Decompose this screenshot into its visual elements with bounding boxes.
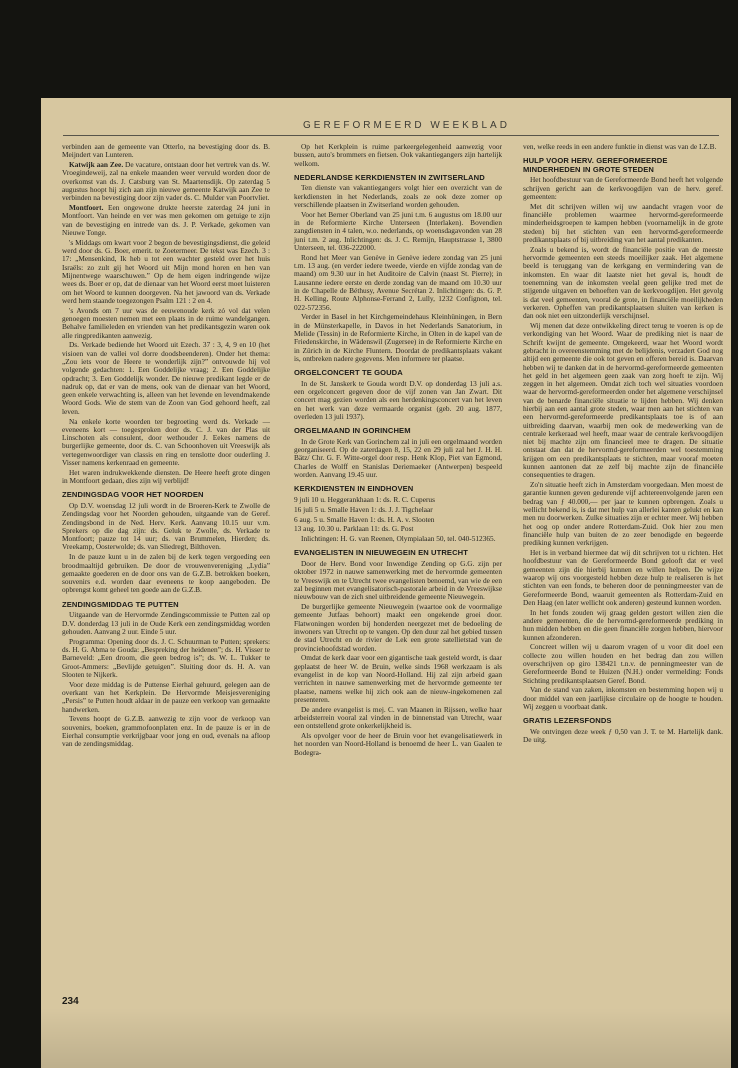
paragraph: Zoals u bekend is, wordt de financiële positie van de meeste hervormde gemeenten een steeds moeilijker zaak. Het algemene beeld is teruggang van de kerkgang en vermindering van de inkomsten. En waar dit laatste niet het geval is, houdt de toenemning van de inkomsten veelal geen gelijke tred met de stijgende uitgaven en behoeften van de kerkvoogdijen. Het gevolg is dat veel gemeenten, vooral de grote, in financiële moeilijkheden verkeren. Opheffen van predikantsplaatsen sluiten van kerken is dan ook niet een uitzonderlijk verschijnsel.: [523, 244, 723, 321]
paragraph: Zo'n situatie heeft zich in Amsterdam voorgedaan. Men moest de garantie kunnen geven gedurende vijf achtereenvolgende jaren een bedrag van ƒ 40.000,— per jaar te kunnen opbrengen. Zoals u wellicht bekend is, is dat met hulp van allerlei kanten gelukt en kan men nu doorwerken. Zulke situaties zijn er echter meer. Wij hebben het oog op onder andere Rotterdam-Zuid. Ook hier zou men financiële hulp van buiten de zo zeer benodigde en begeerde prediking kunnen verkrijgen.: [523, 480, 723, 548]
column-left: [62, 143, 270, 750]
paragraph: 's Avonds om 7 uur was de eeuwenoude kerk zó vol dat velen genoegen moesten nemen met een plaats in de ruime wandelgangen. Behalve familieleden en vrienden van het predikantsgezin waren ook alle ringpredikanten aanwezig.: [62, 305, 270, 340]
section-heading: EVANGELISTEN IN NIEUWEGEIN EN UTRECHT: [294, 548, 469, 558]
paragraph: Met dit schrijven willen wij uw aandacht vragen voor de financiële problemen waarmee hervormd-gereformeerde minderheidsgroepen te kampen hebben (voornamelijk in de grote steden) bij het stichten van een hervormd-gereformeerde predikantsplaats of bij uitbreiding van het aantal predikanten.: [523, 201, 723, 245]
paragraph: Ds. Verkade bediende het Woord uit Ezech. 37 : 3, 4, 9 en 10 (het visioen van de vallei vol dorre doodsbeenderen). Onder het thema: „Zou iets voor de Heere te wonderlijk zijn?” ontvouwde hij vol volgende gedachten: 1. Een Goddelijke vraag; 2. Een Goddelijke opdracht; 3. Een Goddelijk wonder. De nieuwe predikant legde er de nadruk op, dat er van de mens, ook van de dienaar van het Woord, geen enkele verwachting is, alleen van het levende en levendmakende Woord Gods. Wie de stem van de Zoon van God gehoord heeft, zal leven.: [62, 340, 270, 416]
paragraph: In de St. Janskerk te Gouda wordt D.V. op donderdag 13 juli a.s. een orgelconcert gegeven door de vijf zonen van Jan Zwart. Dit concert mag gezien worden als een herdenkingsconcert van het leven en het werk van deze vermaarde organist (geb. 20 aug. 1877, overleden 13 juli 1937).: [294, 378, 502, 421]
section-heading: GRATIS LEZERSFONDS: [523, 716, 612, 726]
paragraph: 16 juli 5 u. Smalle Haven 1: ds. J. J. Tigchelaar: [294, 504, 433, 514]
place-lead: Montfoort.: [69, 203, 104, 213]
paragraph: Uitgaande van de Hervormde Zendingscommissie te Putten zal op D.V. donderdag 13 juli in de Oude Kerk een zendingsmiddag worden gehouden. Aanvang 2 uur. Einde 5 uur.: [62, 610, 270, 636]
paragraph: 6 aug. 5 u. Smalle Haven 1: ds. H. A. v. Slooten: [294, 514, 435, 524]
paragraph-text: De vacature, ontstaan door het vertrek van ds. W. Vroegindeweij, zal na enkele maanden weer vervuld worden door de overkomst van ds. J. Catsburg van St. Maartensdijk. Op zaterdag 5 augustus hoopt hij zich aan zijn nieuwe gemeente Katwijk aan Zee te verbinden na bevestiging door zijn vader ds. C. Mulder van Poortvliet.: [62, 160, 270, 203]
section-heading: ORGELMAAND IN GORINCHEM: [294, 426, 411, 436]
section-heading: ZENDINGSDAG VOOR HET NOORDEN: [62, 490, 204, 500]
paragraph: Van de stand van zaken, inkomsten en bestemming hopen wij u door middel van een jaarlijkse circulaire op de hoogte te houden. Wij zeggen u voorbaat dank.: [523, 685, 723, 711]
paragraph: Op het Kerkplein is ruime parkeergelegenheid aanwezig voor bussen, auto's brommers en fietsen. Ook vakantiegangers zijn hartelijk welkom.: [294, 142, 502, 168]
paragraph: 13 aug. 10.30 u. Parklaan 11: ds. G. Post: [294, 524, 414, 534]
running-header: GEREFORMEERD WEEKBLAD: [303, 120, 510, 131]
paragraph: [62, 161, 270, 202]
paragraph: De burgerlijke gemeente Nieuwegein (waartoe ook de voormalige gemeente Jutfaas behoort) maakt een ongekende groei door. Flatwoningen worden bij honderden neergezet met de bedoeling de inwoners van Utrecht op te vangen. Op den duur zal het gebied tussen de stad Utrecht en de rivier de Lek een grote satellietstad van de provinciehoofdstad worden.: [294, 602, 502, 653]
magazine-page: [41, 98, 731, 1068]
paragraph: Voor het Berner Oberland van 25 juni t.m. 6 augustus om 18.00 uur in de Reformierte Kirche Unterseen (Interlaken). Bovendien zangdiensten in 4 talen, w.o. nederlands, op woensdagavonden van 28 juni t.m. 2 aug. Inlichtingen: ds. J. C. Remijn, Hauptstrasse 1, 3800 Unterseen, tel. 036-222000.: [294, 209, 502, 253]
paragraph: In het fonds zouden wij graag gelden gestort willen zien die andere gemeenten, die de hervormd-gereformeerde prediking in hun midden hebben en die geen financiële zorgen hebben, hiervoor kunnen afzonderen.: [523, 607, 723, 642]
paragraph: 9 juli 10 u. Heggerankhaan 1: ds. R. C. Cuperus: [294, 494, 435, 504]
page-shadow: [41, 1008, 731, 1068]
paragraph: Het is in verband hiermee dat wij dit schrijven tot u richten. Het hoofdbestuur van de Gereformeerde Bond gelooft dat er veel gemeenten zijn die hierbij kunnen en willen helpen. De wijze waarop wij ons voorgesteld hebben deze hulp te realiseren is het stichten van een fonds, te beheren door de penningmeester van de Gereformeerde Bond, waaruit gemeenten als Rotterdam-Zuid en Den Haag (en later wellicht ook anderen) gesteund kunnen worden.: [523, 548, 723, 607]
paragraph: verbinden aan de gemeente van Otterlo, na bevestiging door ds. B. Meijndert van Lunteren.: [62, 142, 270, 160]
section-heading: ZENDINGSMIDDAG TE PUTTEN: [62, 599, 179, 609]
section-heading: ORGELCONCERT TE GOUDA: [294, 368, 403, 378]
paragraph: Wij menen dat deze ontwikkeling direct terug te voeren is op de verkondiging van het Woord. Waar de prediking niet is naar de Schrift kwijnt de gemeente. Omgekeerd, waar het Woord wordt gebracht in overeenstemming met de belijdenis, verzadert God nog altijd een gemeente die ook tot geven en offeren bereid is. Daarvan hebben wij te danken dat in de hervormd-gereformeerde gemeenten het geld in het algemeen geen zaak van zorg hoeft te zijn. Wij zeggen in het algemeen. Omdat zich toch wel situaties voordoen waar de hervormd-gereformeerden onder het algemene verschijnsel van de benarde financiële situatie te lijden hebben. Wij denken hierbij aan een aantal grote steden, waar men aan het stichten van een hervormd-gereformeerde predikantsplaats toe is of aan uitbreiding daarvan, waarbij men ook de medewerking van de centrale kerkeraad wel heeft, maar waar de centrale kerkvoogdijen niet bij machte zijn om financieel mee te dragen. De situatie ontstaat dan dat de hervormd-gereformeerden wel toestemming krijgen om een predikantsplaats te stichten, maar vooraf moeten kunnen aantonen dat ze zelf bij machte zijn de financiële consequenties te dragen.: [523, 321, 723, 480]
paragraph: Als opvolger voor de heer de Bruin voor het evangelisatiewerk in het noorden van Noord-Holland is benoemd de heer L. van Gaalen te Bodegra-: [294, 730, 502, 757]
paragraph: Door de Herv. Bond voor Inwendige Zending op G.G. zijn per oktober 1972 in nauwe samenwerking met de hervormde gemeenten te Vreeswijk en te Utrecht twee evangelisten benoemd, van wie de een zal beginnen met evangelisatorisch-pastorale arbeid in de Vreeswijkse nieuwbouw van de zich snel uitbreidende gemeente Nieuwegein.: [294, 559, 502, 602]
section-heading: NEDERLANDSE KERKDIENSTEN IN ZWITSERLAND: [294, 172, 485, 182]
paragraph: 's Middags om kwart voor 2 begon de bevestigingsdienst, die geleid werd door ds. G. Boer, emerit. te Zoetermeer. De tekst was Ezech. 3 : 17: „Mensenkind, Ik heb u tot een wachter gesteld over het huis Israëls: zo zult gij het Woord uit Mijn mond horen en hen van Mijnentwege waarschuwen.” Op de hem eigen indringende wijze wees ds. Boer er op, dat de dienaar van het Woord eerst moet luisteren om het Woord te kunnen doorgeven. Na het jawoord van ds. Verkade werd hem staande toegezongen Psalm 121 : 2 en 4.: [62, 237, 270, 305]
paragraph: Omdat de kerk daar voor een gigantische taak gesteld wordt, is daar geplaatst de heer W. de Bruin, welke sinds 1968 werkzaam is als evangelist in de kop van Noord-Holland. Hij zal zijn arbeid gaan verrichten in nauwe samenwerking met de hervormde gemeente ter plaatse, namens welke hij zich ook aan de nieuw-ingekomenen zal presenteren.: [294, 653, 502, 704]
column-middle: [294, 143, 502, 758]
paragraph: Na enkele korte woorden ter begroeting werd ds. Verkade — eveneens kort — toegesproken door ds. C. J. van der Plas uit Linschoten als consulent, door wethouder J. Eekes namens de burgerlijke gemeente, door ds. C. van Schoonhoven uit Vreeswijk als vertegenwoordiger van classis en ring en tenslotte door ouderling J. Visser namens kerkenraad en gemeente.: [62, 416, 270, 467]
paragraph: Het waren indrukwekkende diensten. De Heere heeft grote dingen in Montfoort gedaan, dies zijn wij verblijd!: [62, 467, 270, 486]
paragraph: ven, welke reeds in een andere funktie in dienst was van de I.Z.B.: [523, 142, 717, 151]
paragraph: Het hoofdbestuur van de Gereformeerde Bond heeft het volgende schrijven gericht aan de kerkvoogdijen van de herv. geref. gemeenten:: [523, 175, 723, 202]
page-number: 234: [62, 996, 79, 1007]
column-right: [523, 143, 723, 746]
paragraph: Rond het Meer van Genève in Genève iedere zondag van 25 juni t.m. 13 aug. (en verder iedere tweede, vierde en vijfde zondag van de maand) om 9.30 uur in het Auditoire de Calvin (naast St. Pierre); in Lausanne iedere eerste en derde zondag van de maand om 10.30 uur in de Chapelle de Béthusy, Avenue Secrétan 2. Inlichtingen: ds. G. P. H. Kelling, Route Alphonse-Ferrand 2, Lully, 1232 Confignon, tel. 022-572356.: [294, 252, 502, 312]
section-heading: HULP VOOR HERV. GEREFORMEERDE MINDERHEDEN IN GROTE STEDEN: [523, 156, 668, 174]
paragraph-text: Een ongewone drukte heerste zaterdag 24 juni in Montfoort. Van heinde en ver was men gekomen om getuige te zijn van de bevestiging en intrede van ds. J. P. Verkade, gekomen van Nieuwe Tonge.: [62, 203, 270, 237]
paragraph: Op D.V. woensdag 12 juli wordt in de Broeren-Kerk te Zwolle de Zendingsdag voor het Noorden gehouden, uitgaande van de Geref. Zendingsbond in de Ned. Herv. Kerk. Aanvang 10.15 uur v.m. Sprekers op die dag zijn: ds. Geluk te Zwolle, ds. Verkade te Montfoort; pauze tot 14 uur; ds. van Brummelen, Hierden; ds. Vreekamp, Oosterwolde; ds. van Sliedregt, Bilthoven.: [62, 500, 270, 552]
paragraph: Concreet willen wij u daarom vragen of u voor dit doel een collecte zou willen houden en het bedrag dan zou willen overschrijven op giro 138421 t.n.v. de penningmeester van de Gereformeerde Bond te Huizen (N.H.) onder vermelding: Fonds Stichting predikantsplaatsen Geref. Bond.: [523, 642, 723, 685]
section-heading: KERKDIENSTEN IN EINDHOVEN: [294, 484, 414, 494]
paragraph: Programma: Opening door ds. J. C. Schuurman te Putten; sprekers: ds. H. G. Abma te Gouda: „Bespreking der heidenen”; ds. H. Visser te Barneveld: „Een droom, die geen bedrog is”; ds. W. L. Tukker te Groot-Ammers: „Bevlijde getuigen”. Sluiting door ds. H. A. van Slooten te Nijkerk.: [62, 636, 270, 679]
paragraph: In de pauze kunt u in de zalen bij de kerk tegen vergoeding een broodmaaltijd gebruiken. De door de vrouwenvereniging „Lydia” gemaakte goederen en de door ons van de G.Z.B. betrokken boeken, souvenirs e.d. worden daar eveneens te koop aangeboden. De opbrengst komt geheel ten goede aan de G.Z.B.: [62, 552, 270, 595]
paragraph: Verder in Basel in het Kirchgemeindehaus Kleinhüningen, in Bern in de Münsterkapelle, in Davos in het Nederlands Sanatorium, in Melide (Tessin) in de Reformierte Kirche, in Olten in de kapel van de Friedenskirche, in Wädenswil (Zugersee) in de Reformierte Kirche en in Zürich in de Kirche Fluntern. Doordat de predikantsplaats vakant is, ontbreken nadere gegevens. Men informere ter plaatse.: [294, 312, 502, 363]
place-lead: Katwijk aan Zee.: [69, 160, 124, 170]
paragraph: We ontvingen deze week ƒ 0,50 van J. T. te M. Hartelijk dank. De uitg.: [523, 726, 723, 745]
paragraph: Ten dienste van vakantiegangers volgt hier een overzicht van de kerkdiensten in het Nederlands, zoals ze ook deze zomer op verschillende plaatsen in Zwitserland worden gehouden.: [294, 183, 502, 210]
header-rule: [63, 135, 719, 136]
paragraph: Voor deze middag is de Puttense Eierhal gehuurd, gelegen aan de overkant van het Kerkplein. De Hervormde Meisjesvereniging „Persis” te Putten houdt aldaar in de pauze een verkoop van gemaakte handwerken.: [62, 679, 270, 714]
paragraph: Inlichtingen: H. G. van Reenen, Olympialaan 50, tel. 040-512365.: [301, 534, 496, 544]
paragraph: De andere evangelist is mej. C. van Maanen in Rijssen, welke haar arbeidsterrein vooral zal vinden in de binnenstad van Utrecht, waar een ontstellend grote onkerkelijkheid is.: [294, 704, 502, 731]
paragraph: Tevens hoopt de G.Z.B. aanwezig te zijn voor de verkoop van souvenirs, boeken, grammofoonplaten enz. In de pauze is er in de Eierhal consumptie verkrijgbaar voor jong en oud, evenals na afloop van de zendingsmiddag.: [62, 714, 270, 749]
paragraph: In de Grote Kerk van Gorinchem zal in juli een orgelmaand worden georganiseerd. Op de zaterdagen 8, 15, 22 en 29 juli zal het J. H. H. Bätz/ Chr. G. F. Witte-orgel door resp. Henk Klop, Piet van Egmond, Charles de Wolff en Stanislas Deriemaeker (Antwerpen) bespeeld worden. Aanvang 19.45 uur.: [294, 436, 502, 480]
paragraph: [62, 204, 270, 237]
